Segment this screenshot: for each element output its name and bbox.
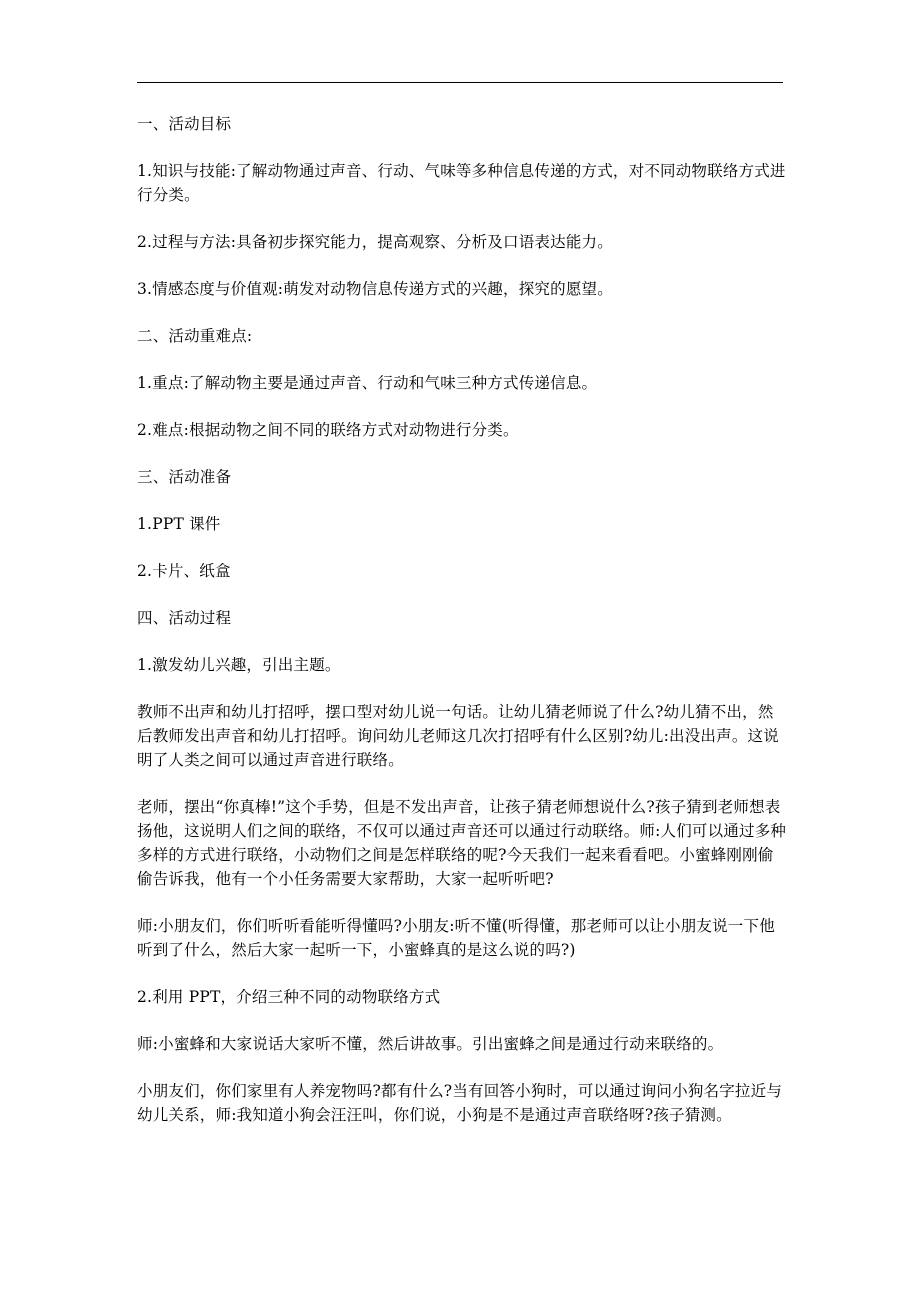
goal-process-method: 2.过程与方法:具备初步探究能力，提高观察、分析及口语表达能力。 (137, 233, 613, 251)
preparation-item-cards: 2.卡片、纸盒 (137, 562, 231, 580)
key-point: 1.重点:了解动物主要是通过声音、行动和气味三种方式传递信息。 (137, 374, 598, 392)
process-paragraph-pets: 小朋友们，你们家里有人养宠物吗?都有什么?当有回答小狗时，可以通过询问小狗名字拉近与幼儿关系，师:我知道小狗会汪汪叫，你们说，小狗是不是通过声音联络呀?孩子猜测。 (137, 1082, 783, 1124)
section-heading-goals: 一、活动目标 (137, 115, 232, 133)
process-step-2-title: 2.利用 PPT，介绍三种不同的动物联络方式 (137, 988, 441, 1006)
document-body (137, 112, 787, 1150)
process-paragraph-gesture: 老师，摆出“你真棒!”这个手势，但是不发出声音，让孩子猜老师想说什么?孩子猜到老师想表扬他，这说明人们之间的联络，不仅可以通过声音还可以通过行动联络。师:人们可以通过多种多样的方式进行联络，小动物们之间是怎样联络的呢?今天我们一起来看看吧。小蜜蜂刚刚偷偷告诉我，他有一个小任务需要大家帮助，大家一起听听吧? (137, 798, 787, 888)
goal-knowledge-skills: 1.知识与技能:了解动物通过声音、行动、气味等多种信息传递的方式，对不同动物联络方式进行分类。 (137, 162, 786, 204)
section-heading-process: 四、活动过程 (137, 609, 232, 627)
section-heading-key-points: 二、活动重难点: (137, 327, 253, 345)
difficult-point: 2.难点:根据动物之间不同的联络方式对动物进行分类。 (137, 421, 519, 439)
process-step-1-title: 1.激发幼儿兴趣，引出主题。 (137, 656, 341, 674)
preparation-item-ppt: 1.PPT 课件 (137, 515, 221, 533)
header-rule (137, 82, 783, 83)
process-paragraph-greeting: 教师不出声和幼儿打招呼，摆口型对幼儿说一句话。让幼儿猜老师说了什么?幼儿猜不出，然后教师发出声音和幼儿打招呼。询问幼儿老师这几次打招呼有什么区别?幼儿:出没出声。这说明了人类之间可以通过声音进行联络。 (137, 703, 779, 769)
goal-attitude-values: 3.情感态度与价值观:萌发对动物信息传递方式的兴趣，探究的愿望。 (137, 280, 613, 298)
process-paragraph-listen: 师:小朋友们，你们听听看能听得懂吗?小朋友:听不懂(听得懂，那老师可以让小朋友说一下他听到了什么，然后大家一起听一下，小蜜蜂真的是这么说的吗?) (137, 917, 775, 959)
process-paragraph-bee: 师:小蜜蜂和大家说话大家听不懂，然后讲故事。引出蜜蜂之间是通过行动来联络的。 (137, 1035, 724, 1053)
section-heading-preparation: 三、活动准备 (137, 468, 232, 486)
